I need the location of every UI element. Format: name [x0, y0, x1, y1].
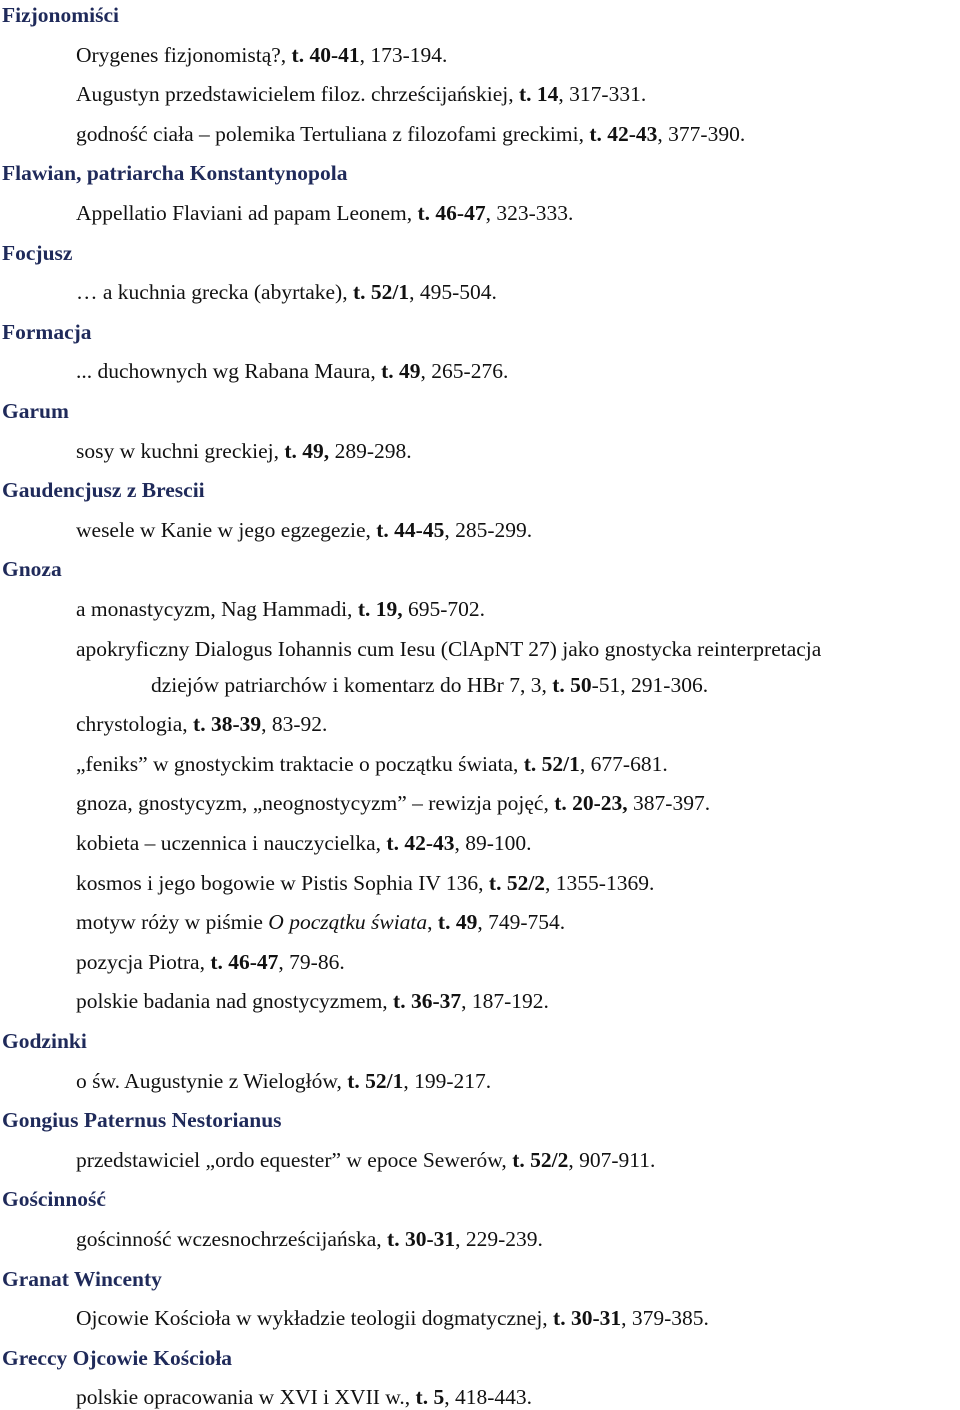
volume-number: t. 46-47 [210, 950, 279, 974]
entry-text: … a kuchnia grecka (abyrtake), [76, 280, 353, 304]
entry-text: , 229-239. [455, 1227, 543, 1251]
index-entry [76, 751, 668, 777]
entry-text: , 89-100. [454, 831, 532, 855]
entry-text: przedstawiciel „ordo equester” w epoce Sewerów, [76, 1148, 513, 1172]
entry-text: a monastycyzm, Nag Hammadi, [76, 597, 358, 621]
volume-number: t. 52/1 [352, 280, 410, 304]
volume-number: t. 52/2 [512, 1148, 569, 1172]
entry-text: , 749-754. [477, 910, 566, 934]
index-entry [76, 949, 345, 975]
entry-text: pozycja Piotra, [76, 950, 211, 974]
index-heading: Gongius Paternus Nestorianus [2, 1108, 282, 1132]
index-heading: Formacja [2, 320, 92, 344]
entry-text: „feniks” w gnostyckim traktacie o początku świata, [76, 752, 524, 776]
index-entry [76, 830, 532, 856]
index-entry [76, 909, 565, 935]
entry-text: , 495-504. [409, 280, 497, 304]
entry-text: gościnność wczesnochrześcijańska, [76, 1227, 388, 1251]
entry-text: , 1355-1369. [545, 871, 655, 895]
volume-number: t. 49 [437, 910, 478, 934]
index-heading: Garum [2, 399, 69, 423]
entry-text: motyw róży w piśmie [76, 910, 269, 934]
volume-number: t. 19, [357, 597, 403, 621]
index-heading: Greccy Ojcowie Kościoła [2, 1346, 233, 1370]
entry-text: 695-702. [402, 597, 486, 621]
entry-text: wesele w Kanie w jego egzegezie, [76, 518, 377, 542]
entry-text: , 907-911. [568, 1148, 656, 1172]
entry-text: , 418-443. [444, 1385, 532, 1409]
entry-text: , 173-194. [359, 43, 448, 67]
entry-text: , 265-276. [420, 359, 509, 383]
volume-number: t. 49 [381, 359, 421, 383]
entry-text: -51, 291-306. [591, 673, 709, 697]
index-entry [76, 517, 532, 543]
entry-text: ... duchownych wg Rabana Maura, [76, 359, 382, 383]
index-entry [76, 1384, 532, 1410]
index-entry [76, 1226, 543, 1252]
index-heading: Flawian, patriarcha Konstantynopola [2, 161, 348, 185]
index-entry [76, 870, 654, 896]
volume-number: t. 42-43 [589, 122, 658, 146]
index-heading: Godzinki [2, 1029, 87, 1053]
entry-text: 289-298. [329, 439, 412, 463]
index-heading: Gościnność [2, 1187, 106, 1211]
volume-number: t. 38-39 [193, 712, 262, 736]
entry-text: , 285-299. [444, 518, 533, 542]
volume-number: t. 52/1 [347, 1069, 404, 1093]
volume-number: t. 49, [284, 439, 330, 463]
index-entry [76, 358, 508, 384]
entry-text: Augustyn przedstawicielem filoz. chrześcijańskiej, [76, 82, 519, 106]
entry-text: , 377-390. [657, 122, 746, 146]
index-entry [76, 279, 497, 305]
volume-number: t. 44-45 [376, 518, 445, 542]
entry-text: Orygenes fizjonomistą?, [76, 43, 292, 67]
entry-text: , [427, 910, 438, 934]
volume-number: t. 52/2 [488, 871, 546, 895]
volume-number: t. 30-31 [553, 1306, 622, 1330]
volume-number: t. 40-41 [291, 43, 360, 67]
entry-text: chrystologia, [76, 712, 194, 736]
entry-text: 387-397. [627, 791, 711, 815]
index-heading: Fizjonomiści [2, 3, 120, 27]
entry-text: Appellatio Flaviani ad papam Leonem, [76, 201, 418, 225]
index-entry [76, 988, 549, 1014]
index-entry [76, 636, 821, 662]
index-entry [76, 1068, 491, 1094]
entry-text: , 317-331. [558, 82, 647, 106]
entry-text: , 187-192. [461, 989, 549, 1013]
index-entry [76, 200, 573, 226]
volume-number: t. 20-23, [554, 791, 628, 815]
index-entry [76, 42, 447, 68]
entry-text: , 323-333. [485, 201, 574, 225]
index-entry-continuation [151, 672, 708, 698]
entry-text: godność ciała – polemika Tertuliana z filozofami greckimi, [76, 122, 590, 146]
entry-text: kobieta – uczennica i nauczycielka, [76, 831, 387, 855]
entry-text: polskie badania nad gnostycyzmem, [76, 989, 394, 1013]
index-heading: Focjusz [2, 241, 73, 265]
index-heading: Granat Wincenty [2, 1267, 162, 1291]
entry-text: , 677-681. [579, 752, 668, 776]
work-title: O początku świata [268, 910, 428, 934]
volume-number: t. 36-37 [393, 989, 462, 1013]
entry-text: gnoza, gnostycyzm, „neognostycyzm” – rewizja pojęć, [76, 791, 555, 815]
index-heading: Gnoza [2, 557, 62, 581]
volume-number: t. 50 [552, 673, 592, 697]
entry-text: Ojcowie Kościoła w wykładzie teologii dogmatycznej, [76, 1306, 554, 1330]
index-entry [76, 711, 327, 737]
entry-text: , 83-92. [261, 712, 328, 736]
index-entry [76, 121, 745, 147]
volume-number: t. 30-31 [387, 1227, 456, 1251]
volume-number: t. 14 [519, 82, 559, 106]
volume-number: t. 52/1 [523, 752, 580, 776]
entry-text: o św. Augustynie z Wielogłów, [76, 1069, 348, 1093]
volume-number: t. 42-43 [386, 831, 455, 855]
entry-text: dziejów patriarchów i komentarz do HBr 7, 3, [151, 673, 553, 697]
entry-text: , 379-385. [621, 1306, 709, 1330]
index-entry [76, 1147, 655, 1173]
index-heading: Gaudencjusz z Brescii [2, 478, 205, 502]
entry-text: , 199-217. [403, 1069, 492, 1093]
entry-text: apokryficzny Dialogus Iohannis cum Iesu (ClApNT 27) jako gnostycka reinterpretacja [76, 637, 822, 661]
index-entry [76, 438, 412, 464]
entry-text: , 79-86. [278, 950, 345, 974]
volume-number: t. 5 [415, 1385, 445, 1409]
entry-text: sosy w kuchni greckiej, [76, 439, 285, 463]
index-entry [76, 81, 646, 107]
volume-number: t. 46-47 [417, 201, 486, 225]
index-entry [76, 1305, 709, 1331]
entry-text: polskie opracowania w XVI i XVII w., [76, 1385, 416, 1409]
index-entry [76, 790, 710, 816]
index-entry [76, 596, 485, 622]
entry-text: kosmos i jego bogowie w Pistis Sophia IV 136, [76, 871, 489, 895]
